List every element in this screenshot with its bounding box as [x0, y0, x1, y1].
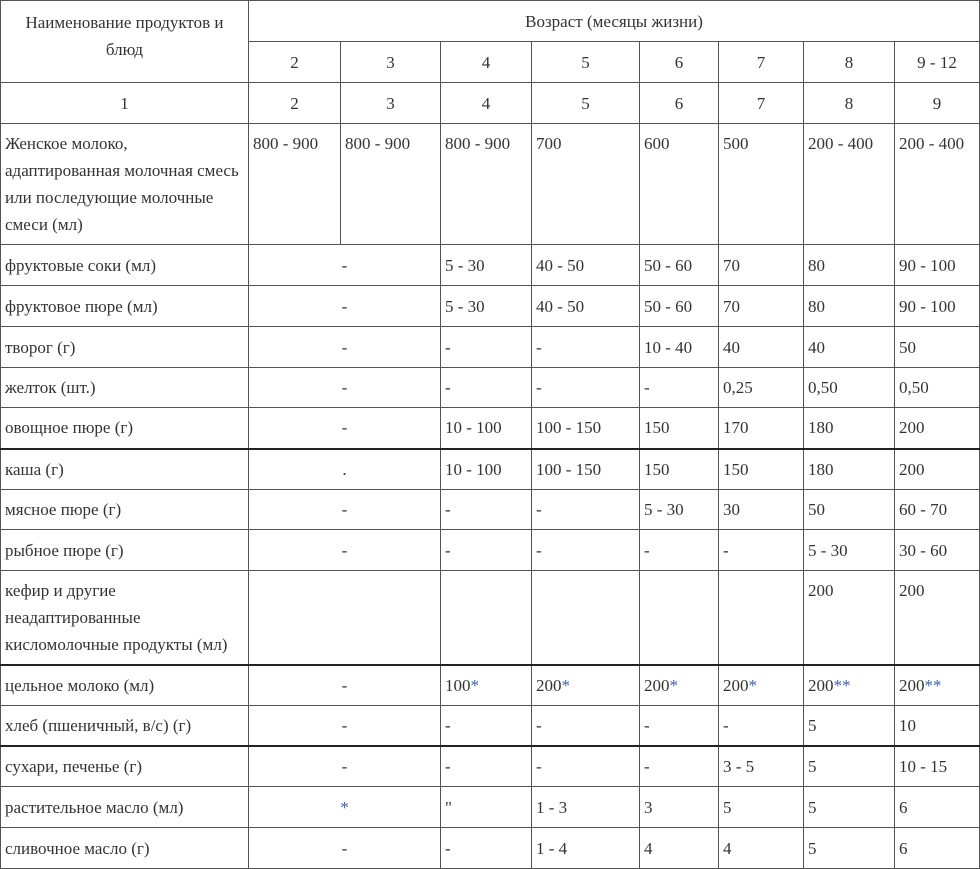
value-cell: 5 - 30 — [640, 490, 719, 530]
value-cell: 100 - 150 — [532, 449, 640, 490]
value-cell: 5 - 30 — [804, 530, 895, 571]
value-cell: - — [441, 368, 532, 408]
value-cell: 80 — [804, 245, 895, 286]
value-cell: 5 — [804, 787, 895, 828]
product-name: растительное масло (мл) — [1, 787, 249, 828]
value-cell: 10 - 15 — [895, 746, 980, 787]
value-cell: - — [249, 490, 441, 530]
value-cell: - — [441, 490, 532, 530]
value-cell: 3 - 5 — [719, 746, 804, 787]
value-cell: 4 — [640, 828, 719, 869]
value-cell: 1 - 4 — [532, 828, 640, 869]
column-number: 3 — [341, 83, 441, 124]
value-cell: 500 — [719, 124, 804, 245]
value-cell: 4 — [719, 828, 804, 869]
value-cell: 90 - 100 — [895, 286, 980, 327]
value-cell: - — [532, 490, 640, 530]
value-cell: - — [249, 828, 441, 869]
table-row — [1, 571, 980, 665]
table-row — [1, 408, 980, 449]
value-cell: " — [441, 787, 532, 828]
value-text: 200 — [899, 675, 925, 695]
value-cell: - — [532, 746, 640, 787]
value-cell — [441, 665, 532, 706]
value-cell: 0,50 — [804, 368, 895, 408]
month-cell: 4 — [441, 42, 532, 83]
value-cell: 10 - 40 — [640, 327, 719, 368]
product-name: кефир и другие неадаптированные кисломолочные продукты (мл) — [1, 571, 249, 665]
value-cell: 50 — [804, 490, 895, 530]
column-number: 8 — [804, 83, 895, 124]
value-cell: 700 — [532, 124, 640, 245]
value-cell — [532, 571, 640, 665]
product-name: рыбное пюре (г) — [1, 530, 249, 571]
column-number: 2 — [249, 83, 341, 124]
footnote-mark: * — [470, 675, 479, 695]
value-cell: 80 — [804, 286, 895, 327]
column-number: 5 — [532, 83, 640, 124]
value-cell: 180 — [804, 408, 895, 449]
value-cell: - — [249, 530, 441, 571]
value-cell: - — [249, 327, 441, 368]
value-cell: - — [249, 706, 441, 746]
table-row — [1, 124, 980, 245]
value-cell: 200 — [804, 571, 895, 665]
header-row-1 — [1, 1, 980, 42]
month-cell: 5 — [532, 42, 640, 83]
month-cell: 3 — [341, 42, 441, 83]
value-cell: - — [640, 706, 719, 746]
value-cell: 150 — [640, 408, 719, 449]
value-cell: 5 — [804, 706, 895, 746]
value-cell — [895, 665, 980, 706]
value-cell: 70 — [719, 245, 804, 286]
value-cell: 5 — [804, 828, 895, 869]
month-cell: 2 — [249, 42, 341, 83]
value-cell: - — [532, 706, 640, 746]
product-name: сухари, печенье (г) — [1, 746, 249, 787]
value-cell — [640, 665, 719, 706]
value-cell: 800 - 900 — [441, 124, 532, 245]
value-cell: 5 — [719, 787, 804, 828]
table-row — [1, 787, 980, 828]
value-cell: 40 - 50 — [532, 245, 640, 286]
value-cell: - — [441, 530, 532, 571]
value-cell: - — [441, 746, 532, 787]
value-cell — [719, 571, 804, 665]
value-cell: 200 - 400 — [895, 124, 980, 245]
product-name: сливочное масло (г) — [1, 828, 249, 869]
value-cell: - — [719, 530, 804, 571]
product-name: мясное пюре (г) — [1, 490, 249, 530]
column-number: 1 — [1, 83, 249, 124]
value-cell: - — [532, 530, 640, 571]
product-name: фруктовые соки (мл) — [1, 245, 249, 286]
value-cell — [804, 665, 895, 706]
value-cell: 600 — [640, 124, 719, 245]
column-number: 9 — [895, 83, 980, 124]
value-text: 200 — [536, 675, 562, 695]
value-cell — [719, 665, 804, 706]
value-text: 200 — [644, 675, 670, 695]
value-cell: - — [249, 368, 441, 408]
value-cell: 3 — [640, 787, 719, 828]
product-name: фруктовое пюре (мл) — [1, 286, 249, 327]
value-cell: - — [441, 327, 532, 368]
value-cell: 5 — [804, 746, 895, 787]
value-cell: - — [249, 746, 441, 787]
value-cell: 50 — [895, 327, 980, 368]
footnote-mark: * — [748, 675, 757, 695]
value-cell — [249, 571, 441, 665]
value-cell: 1 - 3 — [532, 787, 640, 828]
footnote-mark: * — [669, 675, 678, 695]
column-number: 7 — [719, 83, 804, 124]
table-row — [1, 490, 980, 530]
value-cell: . — [249, 449, 441, 490]
value-cell: 100 - 150 — [532, 408, 640, 449]
value-cell: 90 - 100 — [895, 245, 980, 286]
value-cell: 10 - 100 — [441, 449, 532, 490]
value-cell: 10 — [895, 706, 980, 746]
value-cell: - — [532, 368, 640, 408]
value-cell: 800 - 900 — [249, 124, 341, 245]
column-numbers-row — [1, 83, 980, 124]
table-row — [1, 530, 980, 571]
value-cell — [532, 665, 640, 706]
value-cell: 50 - 60 — [640, 245, 719, 286]
table-row — [1, 449, 980, 490]
value-text: 100 — [445, 675, 471, 695]
value-cell: - — [249, 408, 441, 449]
value-text: 200 — [808, 675, 834, 695]
month-cell: 8 — [804, 42, 895, 83]
month-cell: 9 - 12 — [895, 42, 980, 83]
column-number: 6 — [640, 83, 719, 124]
table-row — [1, 746, 980, 787]
product-name: Женское молоко, адаптированная молочная смесь или последующие молочные смеси (мл) — [1, 124, 249, 245]
value-cell: - — [640, 530, 719, 571]
value-cell: 40 - 50 — [532, 286, 640, 327]
table-row — [1, 327, 980, 368]
value-cell: - — [640, 368, 719, 408]
product-name: хлеб (пшеничный, в/с) (г) — [1, 706, 249, 746]
table-row — [1, 245, 980, 286]
value-cell: - — [249, 665, 441, 706]
value-cell: 6 — [895, 787, 980, 828]
value-cell: 40 — [719, 327, 804, 368]
value-cell: 60 - 70 — [895, 490, 980, 530]
value-cell: - — [249, 286, 441, 327]
product-name: цельное молоко (мл) — [1, 665, 249, 706]
value-cell: 0,25 — [719, 368, 804, 408]
value-cell: 70 — [719, 286, 804, 327]
value-cell: 30 - 60 — [895, 530, 980, 571]
value-cell: 150 — [640, 449, 719, 490]
product-name: творог (г) — [1, 327, 249, 368]
value-cell: 30 — [719, 490, 804, 530]
month-cell: 6 — [640, 42, 719, 83]
footnote-mark: ** — [924, 675, 942, 695]
table-row — [1, 286, 980, 327]
value-cell: 40 — [804, 327, 895, 368]
value-cell: 50 - 60 — [640, 286, 719, 327]
table-row — [1, 828, 980, 869]
value-cell: 150 — [719, 449, 804, 490]
age-header: Возраст (месяцы жизни) — [249, 1, 980, 42]
column-number: 4 — [441, 83, 532, 124]
value-cell: - — [441, 828, 532, 869]
table-row — [1, 706, 980, 746]
value-cell: - — [719, 706, 804, 746]
value-cell: - — [441, 706, 532, 746]
product-name: каша (г) — [1, 449, 249, 490]
value-cell: 6 — [895, 828, 980, 869]
value-cell: - — [640, 746, 719, 787]
product-name: желток (шт.) — [1, 368, 249, 408]
value-cell: 10 - 100 — [441, 408, 532, 449]
value-cell: - — [532, 327, 640, 368]
value-cell: 5 - 30 — [441, 286, 532, 327]
value-cell: 200 — [895, 449, 980, 490]
product-name: овощное пюре (г) — [1, 408, 249, 449]
month-cell: 7 — [719, 42, 804, 83]
footnote-mark: * — [561, 675, 570, 695]
products-header: Наименование продуктов и блюд — [1, 1, 249, 83]
value-cell: 200 — [895, 408, 980, 449]
value-cell: 800 - 900 — [341, 124, 441, 245]
value-cell: - — [249, 245, 441, 286]
value-cell: * — [249, 787, 441, 828]
footnote-mark: ** — [833, 675, 851, 695]
value-cell: 0,50 — [895, 368, 980, 408]
value-cell: 170 — [719, 408, 804, 449]
table-row — [1, 665, 980, 706]
value-cell: 200 - 400 — [804, 124, 895, 245]
value-cell — [441, 571, 532, 665]
value-cell: 200 — [895, 571, 980, 665]
value-cell — [640, 571, 719, 665]
value-cell: 5 - 30 — [441, 245, 532, 286]
value-text: 200 — [723, 675, 749, 695]
table-row — [1, 368, 980, 408]
value-cell: 180 — [804, 449, 895, 490]
